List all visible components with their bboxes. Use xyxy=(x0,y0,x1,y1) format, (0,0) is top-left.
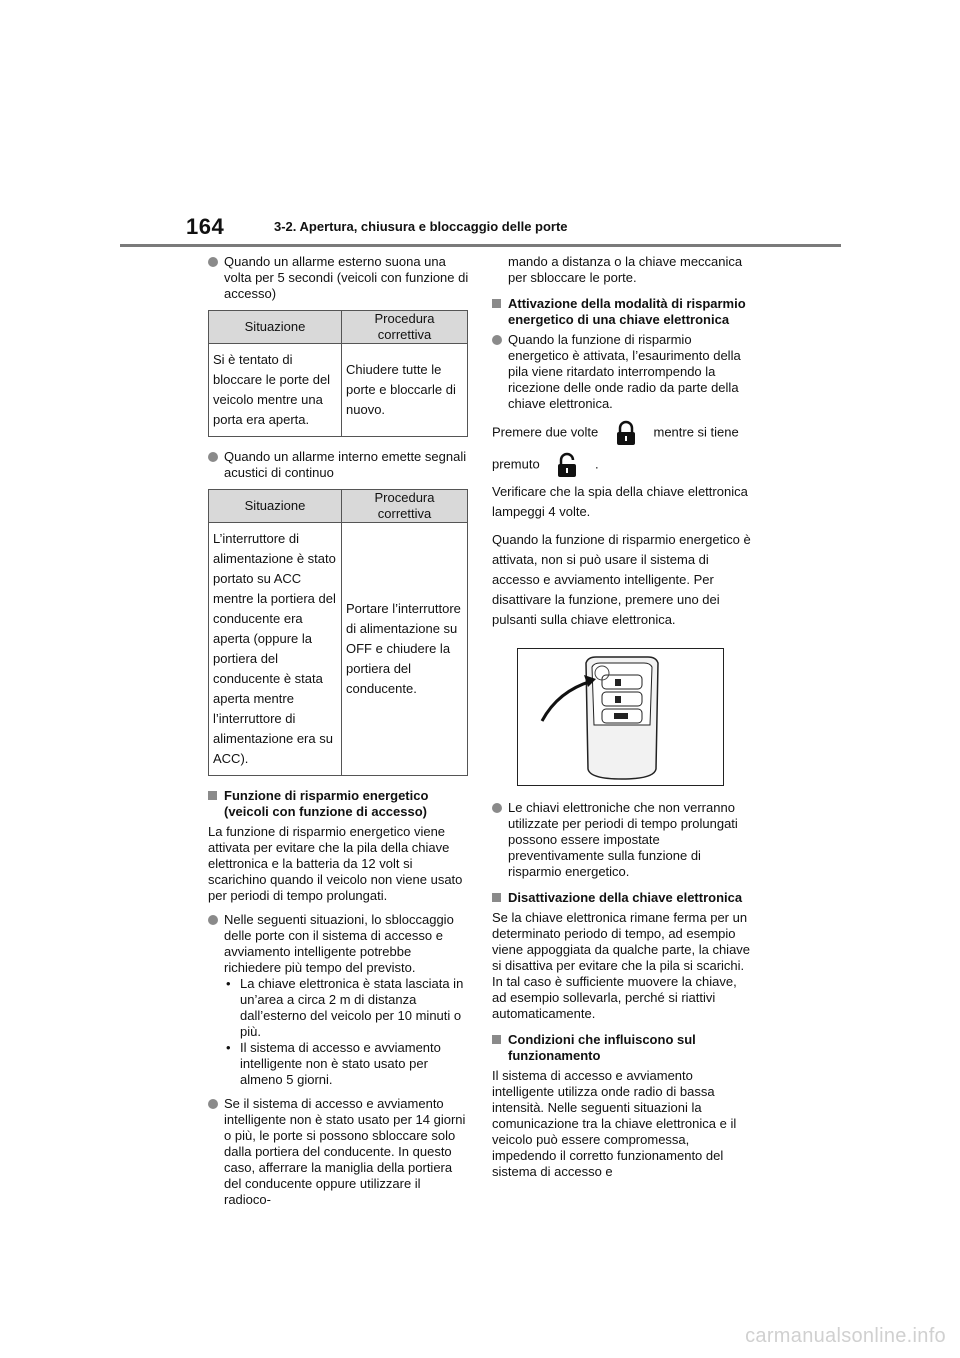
subheading-text: Disattivazione della chiave elettronica xyxy=(508,890,743,905)
instruction-line-1 xyxy=(492,420,754,446)
table-header-situation: Situazione xyxy=(209,311,342,344)
bullet-text: Quando un allarme interno emette segnali acustici di continuo xyxy=(224,449,467,480)
section-title: 3-2. Apertura, chiusura e bloccaggio delle porte xyxy=(274,219,568,234)
dash-marker: • xyxy=(226,1040,231,1055)
circle-bullet-icon xyxy=(208,257,218,267)
circle-bullet-icon xyxy=(208,915,218,925)
table-header-procedure: Procedura correttiva xyxy=(342,311,468,344)
paragraph: Il sistema di accesso e avviamento intelligente utilizza onde radio di bassa intensità. Nelle seguenti situazioni la comunicazione tra la chiave elettronica e il veicolo può essere compromessa, impedendo il corretto funzionamento del sistema di accesso e xyxy=(492,1068,737,1179)
dash-text: Il sistema di accesso e avviamento intelligente non è stato usato per almeno 5 giorni. xyxy=(240,1040,441,1087)
situation-table-2 xyxy=(208,489,468,776)
lock-icon xyxy=(614,420,638,446)
left-column xyxy=(208,254,470,1216)
table-header-situation: Situazione xyxy=(209,490,342,523)
table-row xyxy=(209,523,468,776)
header-rule xyxy=(120,244,841,247)
subheading xyxy=(492,1032,754,1064)
dash-item xyxy=(224,1040,470,1088)
subheading-text: Condizioni che influiscono sul funzionamento xyxy=(508,1032,696,1063)
list-item xyxy=(208,1096,470,1208)
subheading xyxy=(208,788,470,820)
paragraph: Se la chiave elettronica rimane ferma per un determinato periodo di tempo, ad esempio viene appoggiata da qualche parte, la chiave si disattiva per evitare che la pila si scarichi. In tal caso è sufficiente muovere la chiave, ad esempio sollevarla, perché si riattivi automaticamente. xyxy=(492,910,751,1021)
circle-bullet-icon xyxy=(208,452,218,462)
circle-bullet-icon xyxy=(492,335,502,345)
bullet-text: Le chiavi elettroniche che non verranno utilizzate per periodi di tempo prolungati possono essere impostate preventivamente sulla funzione di risparmio energetico. xyxy=(508,800,738,879)
subheading-text: Funzione di risparmio energetico (veicoli con funzione di accesso) xyxy=(224,788,429,819)
table-cell-action: Portare l’interruttore di alimentazione su OFF e chiudere la portiera del conducente. xyxy=(342,523,468,776)
unlock-icon xyxy=(555,452,579,478)
table-cell-action: Chiudere tutte le porte e bloccarle di nuovo. xyxy=(342,344,468,437)
table-cell-situation: L’interruttore di alimentazione è stato portato su ACC mentre la portiera del conducente era aperta (oppure la portiera del conducente è stata aperta mentre l’interruttore di alimentazione era su ACC). xyxy=(209,523,342,776)
bullet-text: Se il sistema di accesso e avviamento intelligente non è stato usato per 14 giorni o più, le porte si possono sbloccare solo dalla portiera del conducente. In questo caso, afferrare la maniglia della portiera del conducente oppure utilizzare il radioco- xyxy=(224,1096,466,1207)
paragraph: La funzione di risparmio energetico viene attivata per evitare che la pila della chiave elettronica e la batteria da 12 volt si scarichino quando il veicolo non viene usato per periodi di tempo prolungati. xyxy=(208,824,463,903)
right-column xyxy=(492,254,754,1188)
dash-marker: • xyxy=(226,976,231,991)
page-header xyxy=(0,0,960,250)
page-number: 164 xyxy=(186,214,225,239)
instruction-text: . xyxy=(594,456,599,472)
bullet-text: Quando un allarme esterno suona una volta per 5 secondi (veicoli con funzione di accesso) xyxy=(224,254,469,301)
subheading xyxy=(492,296,754,328)
table-row xyxy=(209,344,468,437)
instruction-text: premuto xyxy=(492,456,540,472)
instruction-line-2 xyxy=(492,452,754,478)
square-bullet-icon xyxy=(492,893,501,902)
circle-bullet-icon xyxy=(208,1099,218,1109)
circle-bullet-icon xyxy=(492,803,502,813)
table-header-procedure: Procedura correttiva xyxy=(342,490,468,523)
list-item xyxy=(492,332,754,412)
list-item xyxy=(492,800,754,880)
bullet-text: Nelle seguenti situazioni, lo sbloccaggio delle porte con il sistema di accesso e avviamento intelligente potrebbe richiedere più tempo del previsto. xyxy=(224,912,454,975)
instruction-text: Premere due volte xyxy=(492,424,599,440)
square-bullet-icon xyxy=(492,1035,501,1044)
dash-item xyxy=(224,976,470,1040)
watermark: carmanualsonline.info xyxy=(745,1325,946,1347)
square-bullet-icon xyxy=(208,791,217,800)
instruction-block xyxy=(492,420,754,478)
dash-text: La chiave elettronica è stata lasciata in un’area a circa 2 m di distanza dall’esterno del veicolo per 10 minuti o più. xyxy=(240,976,464,1039)
subheading-text: Attivazione della modalità di risparmio energetico di una chiave elettronica xyxy=(508,296,746,327)
list-item xyxy=(208,254,470,302)
bullet-text: Quando la funzione di risparmio energetico è attivata, l’esaurimento della pila viene ritardato interrompendo la ricezione delle onde radio da parte della chiave elettronica. xyxy=(508,332,741,411)
table-cell-situation: Si è tentato di bloccare le porte del veicolo mentre una porta era aperta. xyxy=(209,344,342,437)
paragraph-continuation: mando a distanza o la chiave meccanica per sbloccare le porte. xyxy=(508,254,743,285)
situation-table-1 xyxy=(208,310,468,437)
list-item xyxy=(208,449,470,481)
paragraph: Verificare che la spia della chiave elettronica lampeggi 4 volte. xyxy=(492,484,748,519)
key-fob-illustration xyxy=(517,648,724,786)
square-bullet-icon xyxy=(492,299,501,308)
key-fob-icon xyxy=(518,649,723,785)
paragraph: Quando la funzione di risparmio energetico è attivata, non si può usare il sistema di accesso e avviamento intelligente. Per disattivare la funzione, premere uno dei pulsanti sulla chiave elettronica. xyxy=(492,532,751,627)
subheading xyxy=(492,890,754,906)
instruction-text: mentre si tiene xyxy=(653,424,739,440)
list-item xyxy=(208,912,470,1088)
